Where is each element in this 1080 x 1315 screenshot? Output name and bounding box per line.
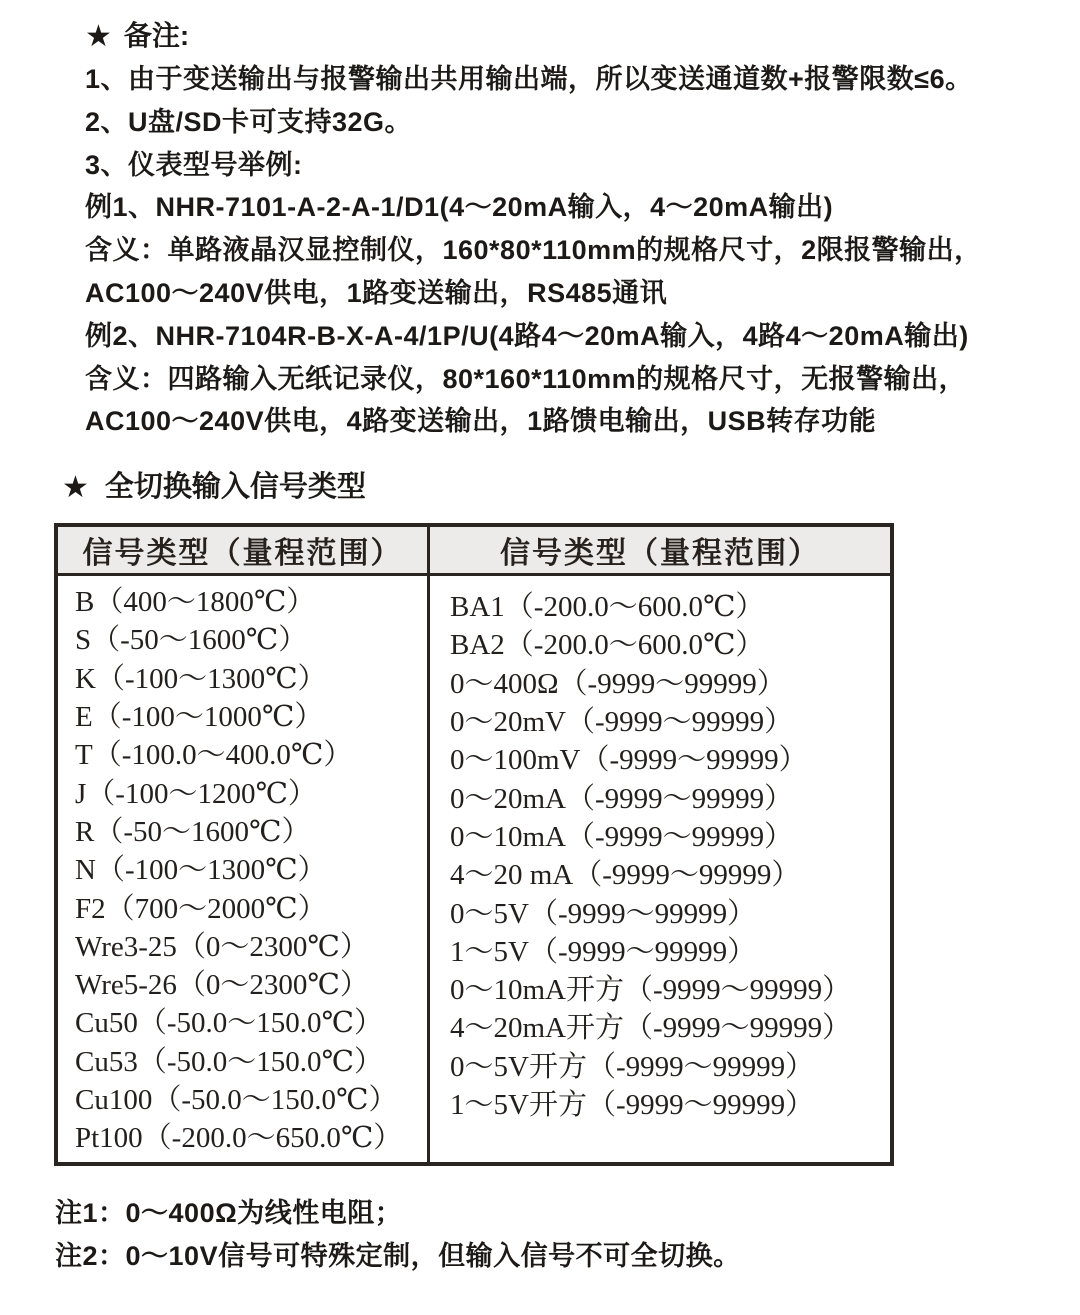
section-title-text: 全切换输入信号类型 [104,471,366,504]
table-row: Cu53（-50.0～150.0℃） [75,1045,383,1078]
note-item: AC100～240V供电，1路变送输出，RS485通讯 [85,277,668,308]
note-item: 3、仪表型号举例: [85,149,303,180]
table-row: 0～10mA（-9999～99999） [450,820,794,853]
table-row: BA1（-200.0～600.0℃） [450,591,765,624]
table-row: K（-100～1300℃） [75,662,327,695]
note-item: 例2、NHR-7104R-B-X-A-4/1P/U(4路4～20mA输入，4路4～20mA输出) [85,320,969,351]
note-item: 含义：四路输入无纸记录仪，80*160*110mm的规格尺寸，无报警输出， [85,363,967,394]
table-column-right [430,576,890,1161]
table-body [58,576,890,1161]
table-row: J（-100～1200℃） [75,777,317,810]
table-row: Wre5-26（0～2300℃） [75,969,369,1002]
table-row: R（-50～1600℃） [75,815,311,848]
table-row: 1～5V开方（-9999～99999） [450,1089,815,1122]
table-header-row [58,527,890,576]
signal-type-table [54,523,894,1165]
note-item: 例1、NHR-7101-A-2-A-1/D1(4～20mA输入，4～20mA输出) [85,192,834,223]
table-row: 4～20 mA（-9999～99999） [450,859,801,892]
note-item: 含义：单路液晶汉显控制仪，160*80*110mm的规格尺寸，2限报警输出， [85,235,982,266]
table-row: S（-50～1600℃） [75,624,308,657]
table-row: E（-100～1000℃） [75,701,324,734]
table-row: 0～10mA开方（-9999～99999） [450,974,852,1007]
table-header-right: 信号类型（量程范围） [500,537,820,571]
footnote: 注2：0～10V信号可特殊定制，但输入信号不可全切换。 [55,1240,741,1271]
note-item: 1、由于变送输出与报警输出共用输出端，所以变送通道数+报警限数≤6。 [85,64,973,94]
footnotes-section [55,1192,1080,1278]
table-row: 4～20mA开方（-9999～99999） [450,1012,852,1045]
section-heading [62,465,1080,509]
note-item: 2、U盘/SD卡可支持32G。 [85,106,413,137]
table-row: Pt100（-200.0～650.0℃） [75,1122,403,1155]
table-row: 0～20mA（-9999～99999） [450,782,794,815]
table-row: BA2（-200.0～600.0℃） [450,629,765,662]
star-icon: ★ [85,20,112,53]
table-column-left [58,576,430,1161]
table-row: N（-100～1300℃） [75,854,327,887]
table-row: B（400～1800℃） [75,586,316,619]
table-row: Cu100（-50.0～150.0℃） [75,1084,398,1117]
table-row: Cu50（-50.0～150.0℃） [75,1007,383,1040]
notes-section [0,0,1080,443]
table-row: 0～100mV（-9999～99999） [450,744,808,777]
footnote: 注1：0～400Ω为线性电阻； [55,1197,403,1228]
table-row: 0～20mV（-9999～99999） [450,706,794,739]
table-row: 0～5V（-9999～99999） [450,897,757,930]
star-icon: ★ [62,471,89,505]
table-row: 0～5V开方（-9999～99999） [450,1050,815,1083]
notes-heading [85,14,1080,58]
table-row: 1～5V（-9999～99999） [450,935,757,968]
table-row: 0～400Ω（-9999～99999） [450,667,786,700]
table-row: Wre3-25（0～2300℃） [75,930,369,963]
note-item: AC100～240V供电，4路变送输出，1路馈电输出，USB转存功能 [85,406,877,437]
table-header-left: 信号类型（量程范围） [58,527,430,573]
notes-title-text: 备注: [123,20,190,51]
table-row: F2（700～2000℃） [75,892,327,925]
table-row: T（-100.0～400.0℃） [75,739,353,772]
